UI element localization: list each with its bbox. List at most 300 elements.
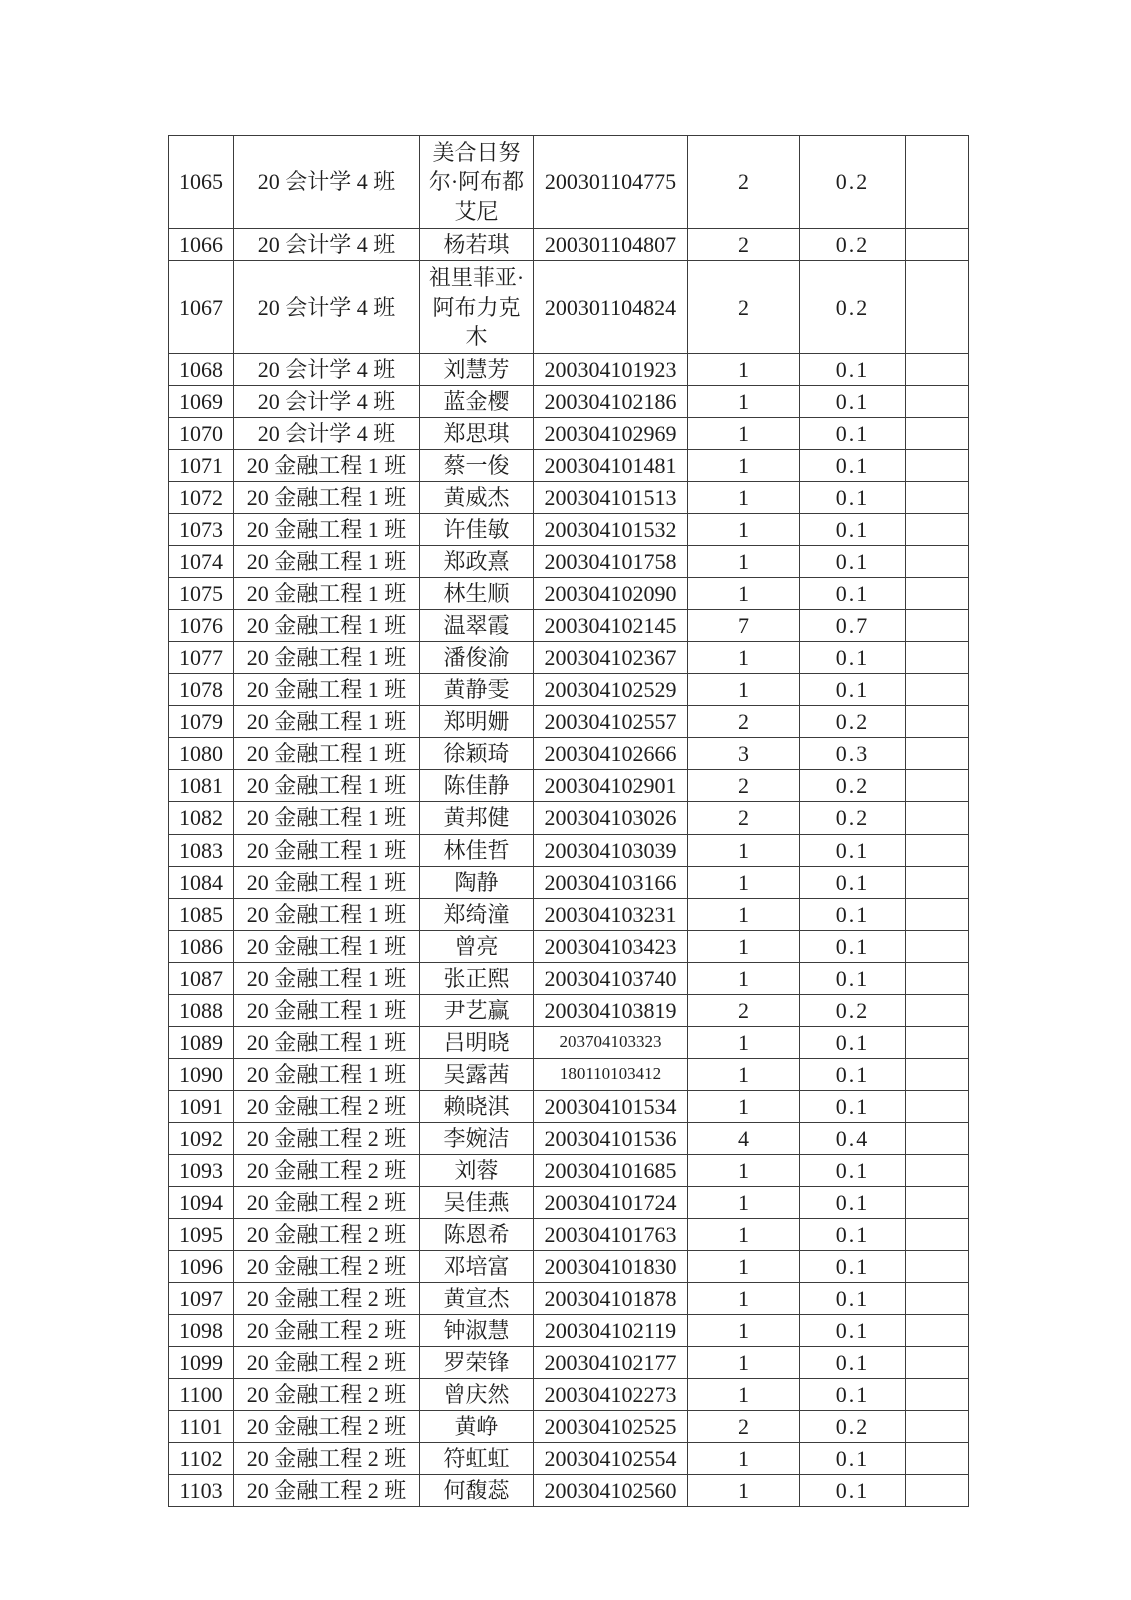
cell-student-id: 200304102969: [534, 418, 688, 450]
cell-student-id: 200304102554: [534, 1443, 688, 1475]
cell-class-name: 20 金融工程 1 班: [234, 674, 420, 706]
table-row: [169, 514, 969, 546]
cell-blank: [906, 1026, 969, 1058]
cell-score: 0.1: [800, 930, 906, 962]
cell-blank: [906, 898, 969, 930]
cell-count: 1: [688, 1186, 800, 1218]
cell-score: 0.1: [800, 1347, 906, 1379]
cell-class-name: 20 金融工程 1 班: [234, 450, 420, 482]
cell-count: 1: [688, 1347, 800, 1379]
cell-count: 2: [688, 802, 800, 834]
cell-score: 0.4: [800, 1122, 906, 1154]
cell-class-name: 20 会计学 4 班: [234, 229, 420, 261]
cell-sequence-number: 1085: [169, 898, 234, 930]
cell-sequence-number: 1103: [169, 1475, 234, 1507]
cell-sequence-number: 1089: [169, 1026, 234, 1058]
cell-count: 2: [688, 229, 800, 261]
cell-count: 1: [688, 354, 800, 386]
cell-blank: [906, 1186, 969, 1218]
cell-blank: [906, 994, 969, 1026]
cell-sequence-number: 1081: [169, 770, 234, 802]
cell-blank: [906, 770, 969, 802]
cell-count: 2: [688, 770, 800, 802]
cell-count: 1: [688, 418, 800, 450]
cell-sequence-number: 1084: [169, 866, 234, 898]
cell-class-name: 20 金融工程 2 班: [234, 1090, 420, 1122]
cell-sequence-number: 1087: [169, 962, 234, 994]
cell-count: 1: [688, 386, 800, 418]
cell-blank: [906, 450, 969, 482]
cell-class-name: 20 金融工程 2 班: [234, 1475, 420, 1507]
cell-student-name: 吕明晓: [420, 1026, 534, 1058]
cell-score: 0.1: [800, 514, 906, 546]
cell-class-name: 20 金融工程 1 班: [234, 706, 420, 738]
table-row: [169, 1154, 969, 1186]
cell-score: 0.1: [800, 1443, 906, 1475]
cell-student-name: 林佳哲: [420, 834, 534, 866]
cell-student-name: 郑明姗: [420, 706, 534, 738]
cell-score: 0.1: [800, 898, 906, 930]
cell-blank: [906, 229, 969, 261]
cell-class-name: 20 金融工程 1 班: [234, 834, 420, 866]
cell-student-name: 美合日努尔·阿布都艾尼: [420, 136, 534, 229]
cell-score: 0.1: [800, 386, 906, 418]
cell-count: 1: [688, 898, 800, 930]
cell-count: 4: [688, 1122, 800, 1154]
table-row: [169, 418, 969, 450]
cell-sequence-number: 1071: [169, 450, 234, 482]
cell-student-id: 200304101878: [534, 1282, 688, 1314]
table-row: [169, 1411, 969, 1443]
cell-sequence-number: 1075: [169, 578, 234, 610]
cell-blank: [906, 136, 969, 229]
cell-score: 0.2: [800, 802, 906, 834]
cell-count: 1: [688, 514, 800, 546]
cell-student-name: 郑政熹: [420, 546, 534, 578]
cell-sequence-number: 1079: [169, 706, 234, 738]
cell-score: 0.1: [800, 1475, 906, 1507]
cell-student-id: 200304103819: [534, 994, 688, 1026]
cell-blank: [906, 482, 969, 514]
cell-class-name: 20 金融工程 2 班: [234, 1218, 420, 1250]
cell-student-name: 尹艺赢: [420, 994, 534, 1026]
cell-class-name: 20 金融工程 2 班: [234, 1314, 420, 1346]
cell-student-id: 200304101724: [534, 1186, 688, 1218]
cell-student-id: 200304102557: [534, 706, 688, 738]
cell-class-name: 20 金融工程 1 班: [234, 930, 420, 962]
cell-student-name: 张正熙: [420, 962, 534, 994]
cell-count: 1: [688, 962, 800, 994]
cell-blank: [906, 546, 969, 578]
cell-student-id: 200304102666: [534, 738, 688, 770]
cell-count: 2: [688, 994, 800, 1026]
cell-student-name: 蔡一俊: [420, 450, 534, 482]
table-row: [169, 136, 969, 229]
cell-count: 2: [688, 706, 800, 738]
table-row: [169, 802, 969, 834]
cell-student-id: 200304102119: [534, 1314, 688, 1346]
cell-score: 0.1: [800, 354, 906, 386]
cell-class-name: 20 金融工程 1 班: [234, 898, 420, 930]
cell-student-id: 200304101685: [534, 1154, 688, 1186]
cell-sequence-number: 1101: [169, 1411, 234, 1443]
cell-student-name: 吴露茜: [420, 1058, 534, 1090]
cell-count: 1: [688, 578, 800, 610]
cell-blank: [906, 738, 969, 770]
table-row: [169, 866, 969, 898]
cell-blank: [906, 1218, 969, 1250]
cell-sequence-number: 1074: [169, 546, 234, 578]
cell-score: 0.2: [800, 770, 906, 802]
cell-class-name: 20 金融工程 1 班: [234, 546, 420, 578]
table-row: [169, 450, 969, 482]
cell-count: 1: [688, 546, 800, 578]
cell-class-name: 20 金融工程 2 班: [234, 1379, 420, 1411]
cell-sequence-number: 1065: [169, 136, 234, 229]
cell-student-name: 祖里菲亚·阿布力克木: [420, 261, 534, 354]
table-body: [169, 136, 969, 1507]
table-row: [169, 1090, 969, 1122]
cell-count: 1: [688, 1314, 800, 1346]
table-row: [169, 1347, 969, 1379]
table-row: [169, 546, 969, 578]
cell-count: 1: [688, 1379, 800, 1411]
cell-sequence-number: 1086: [169, 930, 234, 962]
cell-sequence-number: 1073: [169, 514, 234, 546]
cell-blank: [906, 834, 969, 866]
cell-student-id: 200304102177: [534, 1347, 688, 1379]
cell-student-id: 200304103166: [534, 866, 688, 898]
cell-count: 2: [688, 261, 800, 354]
cell-student-name: 邓培富: [420, 1250, 534, 1282]
cell-blank: [906, 578, 969, 610]
table-row: [169, 261, 969, 354]
cell-score: 0.1: [800, 578, 906, 610]
cell-student-id: 200304103026: [534, 802, 688, 834]
cell-blank: [906, 1443, 969, 1475]
cell-blank: [906, 514, 969, 546]
cell-score: 0.1: [800, 834, 906, 866]
cell-sequence-number: 1076: [169, 610, 234, 642]
cell-student-id: 200304103740: [534, 962, 688, 994]
cell-blank: [906, 1282, 969, 1314]
cell-score: 0.1: [800, 1250, 906, 1282]
cell-class-name: 20 金融工程 1 班: [234, 866, 420, 898]
cell-student-name: 刘蓉: [420, 1154, 534, 1186]
cell-student-id: 200304103231: [534, 898, 688, 930]
cell-student-id: 200304102090: [534, 578, 688, 610]
cell-student-id: 200304101534: [534, 1090, 688, 1122]
cell-student-name: 黄邦健: [420, 802, 534, 834]
cell-student-id: 200304101923: [534, 354, 688, 386]
table-row: [169, 738, 969, 770]
cell-count: 1: [688, 1090, 800, 1122]
cell-score: 0.1: [800, 1090, 906, 1122]
cell-count: 1: [688, 642, 800, 674]
table-row: [169, 386, 969, 418]
cell-sequence-number: 1066: [169, 229, 234, 261]
cell-class-name: 20 金融工程 1 班: [234, 962, 420, 994]
cell-blank: [906, 354, 969, 386]
cell-student-id: 200304103423: [534, 930, 688, 962]
cell-sequence-number: 1093: [169, 1154, 234, 1186]
cell-student-name: 陈佳静: [420, 770, 534, 802]
cell-student-name: 潘俊渝: [420, 642, 534, 674]
cell-class-name: 20 会计学 4 班: [234, 136, 420, 229]
cell-score: 0.1: [800, 1058, 906, 1090]
cell-student-name: 曾庆然: [420, 1379, 534, 1411]
cell-score: 0.1: [800, 1026, 906, 1058]
cell-class-name: 20 金融工程 2 班: [234, 1411, 420, 1443]
cell-blank: [906, 1314, 969, 1346]
cell-sequence-number: 1095: [169, 1218, 234, 1250]
cell-student-name: 符虹虹: [420, 1443, 534, 1475]
table-row: [169, 354, 969, 386]
table-row: [169, 994, 969, 1026]
cell-blank: [906, 802, 969, 834]
cell-student-name: 钟淑慧: [420, 1314, 534, 1346]
cell-student-id: 200301104824: [534, 261, 688, 354]
cell-class-name: 20 会计学 4 班: [234, 354, 420, 386]
cell-blank: [906, 386, 969, 418]
cell-sequence-number: 1096: [169, 1250, 234, 1282]
cell-student-id: 200304101763: [534, 1218, 688, 1250]
cell-student-name: 黄宣杰: [420, 1282, 534, 1314]
cell-class-name: 20 金融工程 2 班: [234, 1443, 420, 1475]
cell-score: 0.1: [800, 1186, 906, 1218]
cell-count: 1: [688, 482, 800, 514]
cell-score: 0.1: [800, 1154, 906, 1186]
cell-blank: [906, 1154, 969, 1186]
table-row: [169, 1282, 969, 1314]
cell-count: 1: [688, 1218, 800, 1250]
cell-sequence-number: 1090: [169, 1058, 234, 1090]
table-row: [169, 578, 969, 610]
table-row: [169, 1379, 969, 1411]
cell-student-id: 200304101481: [534, 450, 688, 482]
cell-count: 1: [688, 1058, 800, 1090]
cell-student-id: 200301104775: [534, 136, 688, 229]
cell-sequence-number: 1072: [169, 482, 234, 514]
cell-blank: [906, 1122, 969, 1154]
table-row: [169, 642, 969, 674]
cell-student-name: 刘慧芳: [420, 354, 534, 386]
cell-sequence-number: 1099: [169, 1347, 234, 1379]
table-row: [169, 1026, 969, 1058]
cell-student-name: 李婉洁: [420, 1122, 534, 1154]
cell-score: 0.2: [800, 994, 906, 1026]
cell-student-id: 200304101536: [534, 1122, 688, 1154]
cell-sequence-number: 1102: [169, 1443, 234, 1475]
cell-student-name: 何馥蕊: [420, 1475, 534, 1507]
cell-blank: [906, 261, 969, 354]
table-row: [169, 962, 969, 994]
cell-score: 0.1: [800, 642, 906, 674]
cell-blank: [906, 1475, 969, 1507]
cell-score: 0.3: [800, 738, 906, 770]
cell-sequence-number: 1080: [169, 738, 234, 770]
table-row: [169, 770, 969, 802]
cell-student-name: 黄静雯: [420, 674, 534, 706]
cell-sequence-number: 1091: [169, 1090, 234, 1122]
cell-student-id: 203704103323: [534, 1026, 688, 1058]
cell-class-name: 20 金融工程 1 班: [234, 610, 420, 642]
cell-count: 1: [688, 450, 800, 482]
cell-sequence-number: 1097: [169, 1282, 234, 1314]
cell-count: 1: [688, 1282, 800, 1314]
cell-count: 1: [688, 1475, 800, 1507]
cell-class-name: 20 金融工程 1 班: [234, 578, 420, 610]
cell-score: 0.2: [800, 261, 906, 354]
cell-count: 1: [688, 1250, 800, 1282]
table-row: [169, 610, 969, 642]
cell-sequence-number: 1094: [169, 1186, 234, 1218]
cell-class-name: 20 金融工程 1 班: [234, 802, 420, 834]
cell-student-name: 蓝金樱: [420, 386, 534, 418]
cell-score: 0.1: [800, 866, 906, 898]
cell-score: 0.1: [800, 482, 906, 514]
cell-sequence-number: 1092: [169, 1122, 234, 1154]
cell-sequence-number: 1083: [169, 834, 234, 866]
cell-student-name: 陶静: [420, 866, 534, 898]
cell-class-name: 20 金融工程 2 班: [234, 1122, 420, 1154]
cell-class-name: 20 金融工程 1 班: [234, 1058, 420, 1090]
table-row: [169, 1218, 969, 1250]
table-row: [169, 674, 969, 706]
cell-count: 1: [688, 1154, 800, 1186]
cell-blank: [906, 1090, 969, 1122]
cell-student-name: 黄威杰: [420, 482, 534, 514]
table-row: [169, 834, 969, 866]
cell-student-id: 200304102901: [534, 770, 688, 802]
cell-blank: [906, 930, 969, 962]
cell-student-id: 200304102145: [534, 610, 688, 642]
cell-student-id: 180110103412: [534, 1058, 688, 1090]
cell-class-name: 20 金融工程 1 班: [234, 514, 420, 546]
student-score-table: [168, 135, 969, 1507]
cell-blank: [906, 1347, 969, 1379]
cell-class-name: 20 金融工程 2 班: [234, 1154, 420, 1186]
cell-sequence-number: 1077: [169, 642, 234, 674]
cell-sequence-number: 1067: [169, 261, 234, 354]
cell-sequence-number: 1078: [169, 674, 234, 706]
cell-score: 0.1: [800, 418, 906, 450]
cell-class-name: 20 金融工程 2 班: [234, 1186, 420, 1218]
cell-blank: [906, 962, 969, 994]
cell-student-name: 许佳敏: [420, 514, 534, 546]
cell-class-name: 20 金融工程 1 班: [234, 642, 420, 674]
cell-score: 0.1: [800, 1379, 906, 1411]
cell-student-name: 郑思琪: [420, 418, 534, 450]
cell-student-id: 200304102367: [534, 642, 688, 674]
cell-sequence-number: 1070: [169, 418, 234, 450]
table-row: [169, 482, 969, 514]
cell-score: 0.1: [800, 1282, 906, 1314]
cell-student-id: 200304102186: [534, 386, 688, 418]
cell-blank: [906, 1250, 969, 1282]
cell-student-id: 200304103039: [534, 834, 688, 866]
cell-sequence-number: 1100: [169, 1379, 234, 1411]
table-row: [169, 1250, 969, 1282]
cell-student-name: 林生顺: [420, 578, 534, 610]
cell-class-name: 20 会计学 4 班: [234, 418, 420, 450]
table-row: [169, 1314, 969, 1346]
cell-count: 1: [688, 866, 800, 898]
cell-blank: [906, 610, 969, 642]
cell-blank: [906, 674, 969, 706]
cell-score: 0.2: [800, 1411, 906, 1443]
cell-student-id: 200304102529: [534, 674, 688, 706]
cell-blank: [906, 1058, 969, 1090]
cell-count: 7: [688, 610, 800, 642]
cell-count: 1: [688, 1026, 800, 1058]
cell-score: 0.1: [800, 450, 906, 482]
cell-score: 0.1: [800, 674, 906, 706]
cell-score: 0.2: [800, 706, 906, 738]
cell-score: 0.1: [800, 546, 906, 578]
cell-student-name: 陈恩希: [420, 1218, 534, 1250]
table-row: [169, 1122, 969, 1154]
cell-student-id: 200301104807: [534, 229, 688, 261]
table-row: [169, 898, 969, 930]
cell-student-id: 200304102525: [534, 1411, 688, 1443]
table-row: [169, 1443, 969, 1475]
cell-student-id: 200304101830: [534, 1250, 688, 1282]
cell-score: 0.7: [800, 610, 906, 642]
cell-score: 0.2: [800, 136, 906, 229]
cell-student-name: 曾亮: [420, 930, 534, 962]
cell-class-name: 20 金融工程 1 班: [234, 482, 420, 514]
cell-count: 2: [688, 1411, 800, 1443]
cell-student-name: 黄峥: [420, 1411, 534, 1443]
cell-class-name: 20 金融工程 1 班: [234, 1026, 420, 1058]
table-row: [169, 930, 969, 962]
cell-score: 0.2: [800, 229, 906, 261]
cell-sequence-number: 1082: [169, 802, 234, 834]
cell-count: 1: [688, 1443, 800, 1475]
cell-blank: [906, 706, 969, 738]
cell-count: 1: [688, 930, 800, 962]
cell-blank: [906, 1379, 969, 1411]
cell-student-id: 200304101532: [534, 514, 688, 546]
cell-class-name: 20 会计学 4 班: [234, 261, 420, 354]
cell-blank: [906, 866, 969, 898]
cell-count: 1: [688, 834, 800, 866]
cell-student-id: 200304101513: [534, 482, 688, 514]
cell-student-id: 200304102560: [534, 1475, 688, 1507]
cell-sequence-number: 1098: [169, 1314, 234, 1346]
cell-blank: [906, 642, 969, 674]
cell-class-name: 20 金融工程 2 班: [234, 1347, 420, 1379]
cell-student-id: 200304101758: [534, 546, 688, 578]
cell-student-id: 200304102273: [534, 1379, 688, 1411]
cell-count: 2: [688, 136, 800, 229]
cell-sequence-number: 1069: [169, 386, 234, 418]
cell-student-name: 吴佳燕: [420, 1186, 534, 1218]
cell-student-name: 杨若琪: [420, 229, 534, 261]
cell-score: 0.1: [800, 1218, 906, 1250]
cell-class-name: 20 会计学 4 班: [234, 386, 420, 418]
cell-class-name: 20 金融工程 2 班: [234, 1282, 420, 1314]
cell-blank: [906, 418, 969, 450]
table-row: [169, 1475, 969, 1507]
cell-score: 0.1: [800, 962, 906, 994]
cell-student-name: 徐颖琦: [420, 738, 534, 770]
table-row: [169, 229, 969, 261]
table-row: [169, 1058, 969, 1090]
cell-student-name: 温翠霞: [420, 610, 534, 642]
cell-sequence-number: 1088: [169, 994, 234, 1026]
